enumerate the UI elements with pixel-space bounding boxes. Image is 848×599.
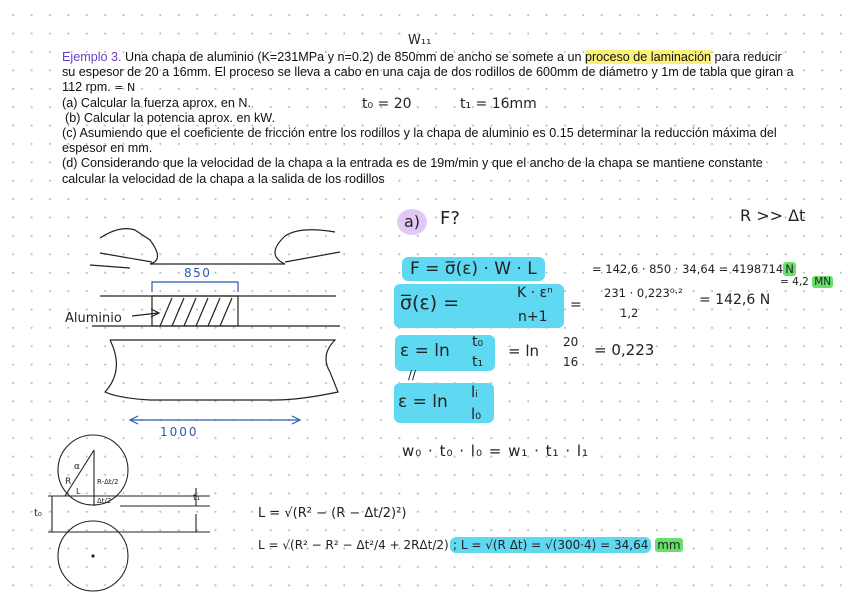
length-eq1: L = √(R² − (R − Δt/2)²) [258, 506, 407, 521]
length-simplified-text: ; L = √(R Δt) = √(300·4) = 34,64 [450, 537, 651, 553]
strain2-den: l₀ [471, 405, 482, 423]
hatch [196, 298, 208, 326]
force-formula: F = σ̅(ε) · W · L [402, 257, 545, 281]
flow-equals: = [570, 297, 582, 313]
length-eq2: L = √(R² − R² − Δt²/4 + 2RΔt/2) [258, 538, 449, 552]
upper-roll-line [100, 253, 152, 262]
t0-note: t₀ = 20 [362, 96, 412, 112]
part-a-question: F? [440, 208, 460, 229]
material-label: Aluminio [65, 311, 122, 326]
upper-roll-line [90, 265, 130, 268]
question-a: (a) Calcular la fuerza aprox. en N. [62, 95, 251, 110]
problem-text-a: Una chapa de aluminio (K=231MPa y n=0.2) de 850mm de ancho se somete a un [121, 50, 585, 64]
strain-frac-num: t₀ [472, 334, 484, 350]
force-mn-text: = 4,2 [780, 276, 809, 288]
flow-calc-denominator: 1,2 [620, 306, 639, 320]
alpha-label: α [74, 462, 80, 472]
strain2-lhs: ε = ln [398, 392, 448, 412]
hatch [208, 298, 220, 326]
inline-note: = N [114, 81, 136, 95]
hatch [184, 298, 196, 326]
strain-result: = 0,223 [594, 341, 655, 359]
sheet-width-label: 850 [184, 266, 212, 280]
continuity-eq: w₀ · t₀ · l₀ = w₁ · t₁ · l₁ [402, 442, 590, 460]
hatch [220, 298, 232, 326]
r-minus-label: R-Δt/2 [97, 478, 119, 486]
lower-roll-center [91, 554, 94, 557]
length-label: L [76, 487, 81, 496]
force-unit: N [785, 262, 794, 276]
part-a-label: a) [397, 209, 427, 235]
strain2-num: lᵢ [471, 383, 478, 401]
highlighted-term: proceso de laminación [584, 50, 711, 64]
strain-mid: = ln [508, 342, 540, 360]
condition-note: R >> Δt [740, 206, 806, 225]
roll-width-label: 1000 [160, 425, 199, 439]
lower-roll-outline [105, 340, 338, 400]
question-b: (b) Calcular la potencia aprox. en kW. [65, 110, 275, 125]
strain-frac-den: t₁ [472, 354, 484, 370]
force-mn-unit: MN [814, 276, 832, 288]
t1-label: t₁ [193, 493, 201, 503]
t0-label: t₀ [34, 508, 42, 519]
dt-half-label: Δt/2 [97, 497, 112, 505]
example-label: Ejemplo 3. [62, 50, 122, 64]
flow-stress-lhs: σ̅(ε) = [400, 292, 460, 314]
question-c: (c) Asumiendo que el coeficiente de fricción entre los rodillos y la chapa de aluminio es 0.15 determinar la reducción máxima del espesor en mm. [62, 126, 777, 156]
page-label: W₁₁ [408, 33, 432, 48]
strain-lhs: ε = ln [400, 341, 450, 361]
question-d: (d) Considerando que la velocidad de la chapa a la entrada es de 19m/min y que el ancho de la chapa se mantiene constante calcular la velocidad de la chapa a la salida de los rodillos [62, 156, 763, 186]
radius-label: R [65, 477, 72, 487]
problem-text-b: para reducir su espesor de 20 a 16mm. El proceso se lleva a cabo en una caja de dos rodillos de 600mm de diámetro y 1m de tabla que giran a 112 rpm. [62, 50, 794, 95]
parallel-mark: // [408, 368, 417, 382]
t1-note: t₁ = 16mm [460, 96, 537, 112]
flow-stress-denominator: n+1 [518, 309, 548, 325]
hatch [172, 298, 184, 326]
flow-result: = 142,6 N [699, 292, 771, 308]
width-bracket [152, 282, 238, 292]
flow-calc-numerator: 231 · 0,223⁰·² [604, 286, 683, 300]
rolling-sketch [90, 229, 340, 424]
strain-den: 16 [563, 355, 579, 369]
strain-num: 20 [563, 335, 579, 349]
flow-stress-numerator: K · εⁿ [517, 285, 553, 301]
hatch [160, 298, 172, 326]
force-calc-text: = 142,6 · 850 · 34,64 = 4198714 [592, 262, 784, 276]
roll-gap-sketch [48, 435, 210, 591]
upper-roll-line [285, 252, 340, 262]
upper-roll-circle [58, 435, 128, 505]
length-unit: mm [657, 538, 681, 552]
